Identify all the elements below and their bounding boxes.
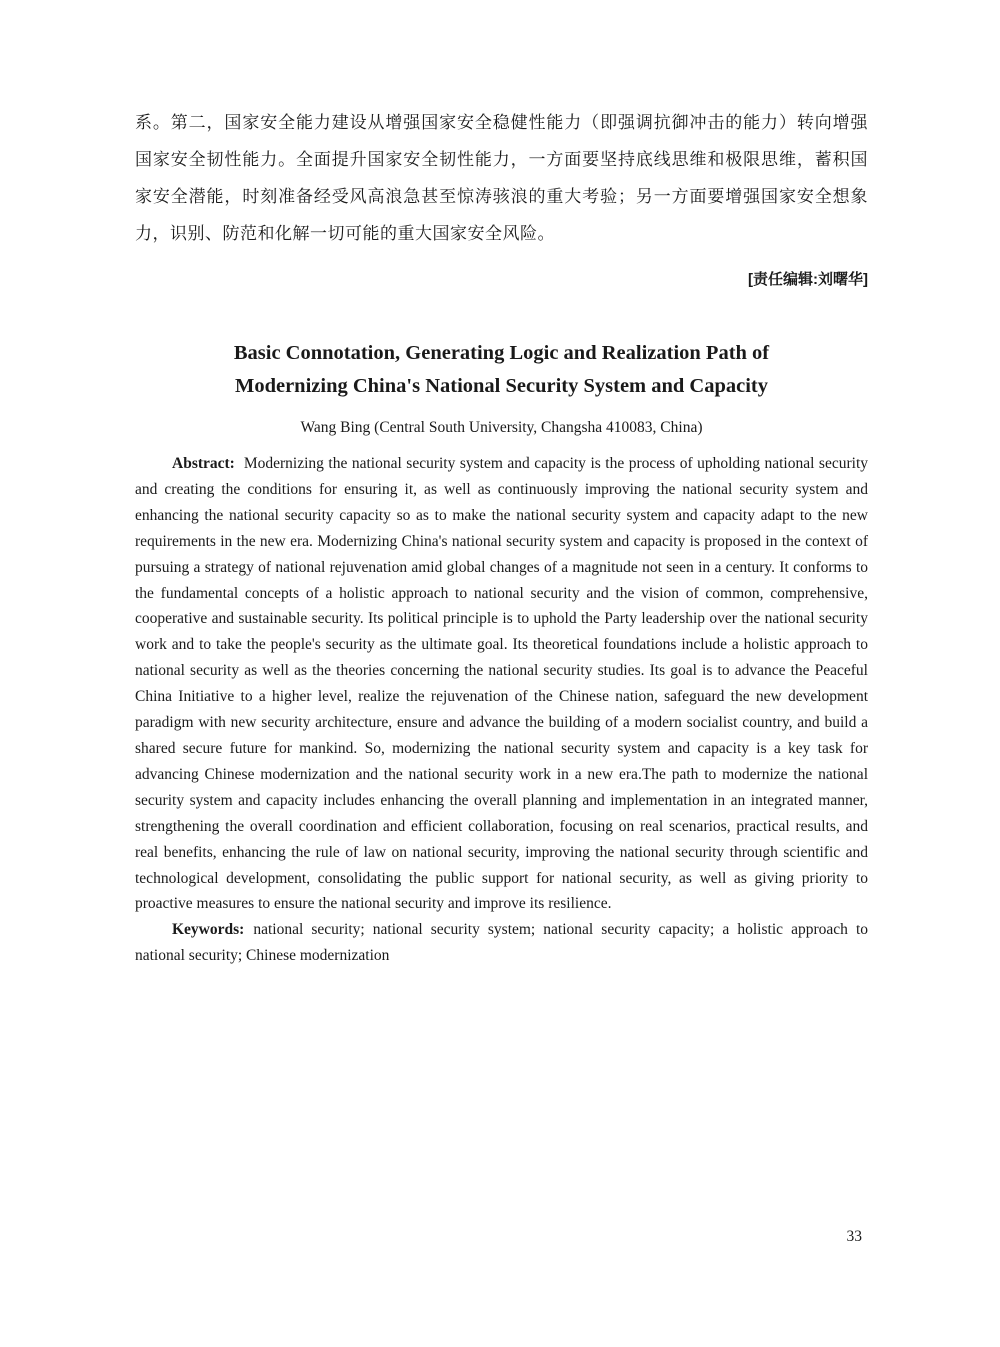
abstract-label: Abstract: <box>172 455 235 472</box>
chinese-closing-paragraph: 系。第二，国家安全能力建设从增强国家安全稳健性能力（即强调抗御冲击的能力）转向增强国家安全韧性能力。全面提升国家安全韧性能力，一方面要坚持底线思维和极限思维，蓄积国家安全潜能，时刻准备经受风高浪急甚至惊涛骇浪的重大考验；另一方面要增强国家安全想象力，识别、防范和化解一切可能的重大国家安全风险。 <box>135 113 868 243</box>
abstract-paragraph <box>135 451 868 917</box>
page-number: 33 <box>846 1228 862 1245</box>
keywords-label: Keywords: <box>172 921 245 939</box>
responsible-editor-note: [责任编辑:刘曙华] <box>748 271 868 288</box>
english-title-line2: Modernizing China's National Security System and Capacity <box>234 375 769 397</box>
keywords-text: national security; national security system; national security capacity; a holistic approach to national security; Chinese modernization <box>135 921 868 965</box>
author-affiliation: Wang Bing (Central South University, Changsha 410083, China) <box>300 419 703 436</box>
english-title-line1: Basic Connotation, Generating Logic and Realization Path of <box>233 342 770 364</box>
abstract-text: Modernizing the national security system and capacity is the process of upholding national security and creating the conditions for ensuring it, as well as continuously improving the national security system and enhancing the national security capacity so as to make the national security system and capacity adapt to the new requirements in the new era. Modernizing China's national security system and capacity is proposed in the context of pursuing a strategy of national rejuvenation amid global changes of a magnitude not seen in a century. It conforms to the fundamental concepts of a holistic approach to national security and the vision of common, comprehensive, cooperative and sustainable security. Its political principle is to uphold the Party leadership over the national security work and to take the people's security as the ultimate goal. Its theoretical foundations include a holistic approach to national security as well as the theories concerning the national security studies. Its goal is to advance the Peaceful China Initiative to a higher level, realize the rejuvenation of the Chinese nation, safeguard the new development paradigm with new security architecture, ensure and advance the building of a modern socialist country, and build a shared secure future for mankind. So, modernizing the national security system and capacity is a key task for advancing Chinese modernization and the national security work in a new era.The path to modernize the national security system and capacity includes enhancing the overall planning and implementation in an integrated manner, strengthening the overall coordination and efficient collaboration, focusing on real scenarios, practical results, and real benefits, enhancing the rule of law on national security, improving the national security through scientific and technological development, consolidating the public support for national security, as well as giving priority to proactive measures to ensure the national security and improve its resilience. <box>135 455 868 913</box>
keywords-paragraph <box>135 917 868 969</box>
english-title <box>135 337 868 403</box>
